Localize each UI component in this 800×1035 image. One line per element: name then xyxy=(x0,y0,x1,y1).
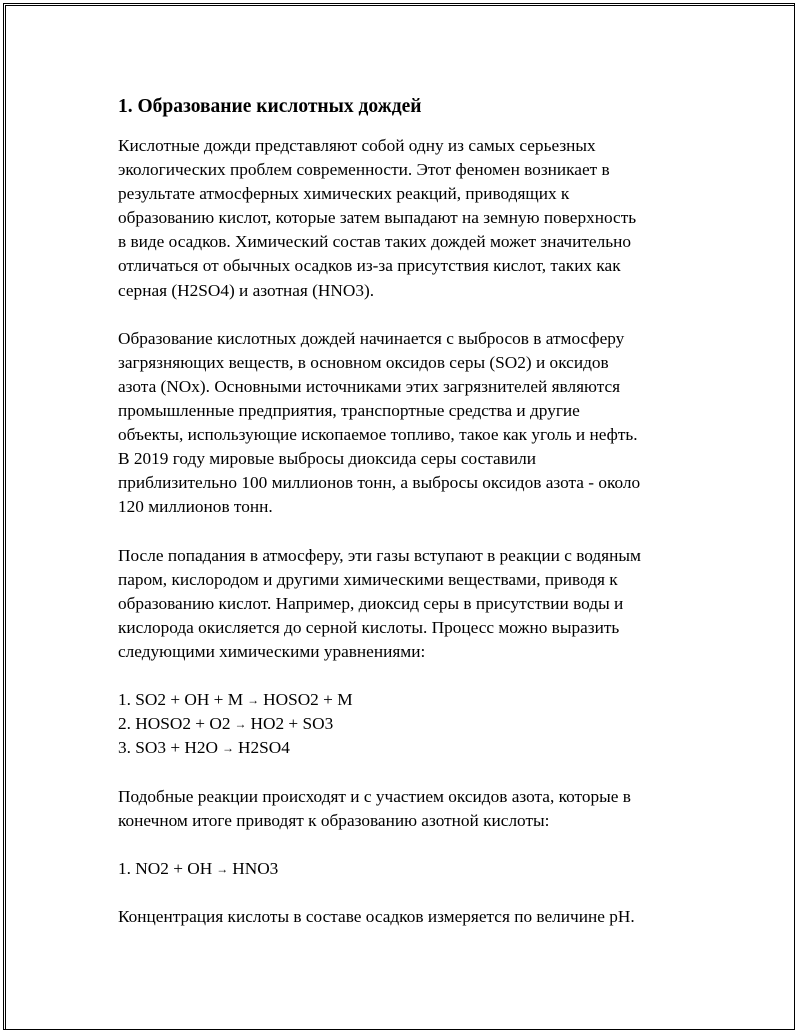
arrow-icon: → xyxy=(247,693,260,708)
text-line: объекты, использующие ископаемое топливо, такое как уголь и нефть. xyxy=(118,425,638,445)
equation-rhs: HNO3 xyxy=(232,858,279,878)
paragraph-ph xyxy=(118,905,698,929)
equation-line xyxy=(118,857,698,881)
equation-list-nitrogen xyxy=(118,857,698,881)
paragraph-sources xyxy=(118,327,698,520)
document-body xyxy=(118,93,698,929)
text-line: загрязняющих веществ, в основном оксидов серы (SO2) и оксидов xyxy=(118,352,609,372)
section-heading: 1. Образование кислотных дождей xyxy=(118,96,422,117)
text-line: в виде осадков. Химический состав таких дождей может значительно xyxy=(118,232,631,252)
text-line: приблизительно 100 миллионов тонн, а выбросы оксидов азота - около xyxy=(118,473,641,493)
equation-rhs: H2SO4 xyxy=(238,738,290,758)
arrow-icon: → xyxy=(216,861,229,876)
paragraph-gap xyxy=(118,303,698,327)
text-line: Подобные реакции происходят и с участием оксидов азота, которые в xyxy=(118,786,631,806)
text-line: кислорода окисляется до серной кислоты. Процесс можно выразить xyxy=(118,617,620,637)
text-line: серная (H2SO4) и азотная (HNO3). xyxy=(118,280,375,300)
text-line: паром, кислородом и другими химическими веществами, приводя к xyxy=(118,569,618,589)
equation-lhs: 1. SO2 + OH + M xyxy=(118,690,244,710)
paragraph-gap xyxy=(118,664,698,688)
text-line: Образование кислотных дождей начинается с выбросов в атмосферу xyxy=(118,328,625,348)
text-line: экологических проблем современности. Этот феномен возникает в xyxy=(118,160,610,180)
equation-lhs: 1. NO2 + OH xyxy=(118,858,213,878)
paragraph-intro xyxy=(118,134,698,303)
text-line: 120 миллионов тонн. xyxy=(118,497,273,517)
equation-rhs: HOSO2 + M xyxy=(263,690,353,710)
arrow-icon: → xyxy=(234,717,247,732)
text-line: промышленные предприятия, транспортные средства и другие xyxy=(118,401,580,421)
text-line: Кислотные дожди представляют собой одну из самых серьезных xyxy=(118,136,596,155)
text-line: образованию кислот, которые затем выпадают на земную поверхность xyxy=(118,208,637,228)
equation-lhs: 3. SO3 + H2O xyxy=(118,738,219,758)
paragraph-nitrogen xyxy=(118,785,698,833)
text-line: В 2019 году мировые выбросы диоксида серы составили xyxy=(118,449,536,469)
text-line: Концентрация кислоты в составе осадков измеряется по величине pH. xyxy=(118,907,635,926)
paragraph-gap xyxy=(118,760,698,784)
text-line: образованию кислот. Например, диоксид серы в присутствии воды и xyxy=(118,593,624,613)
equation-line xyxy=(118,736,698,760)
text-line: отличаться от обычных осадков из-за присутствия кислот, таких как xyxy=(118,256,621,276)
equation-rhs: HO2 + SO3 xyxy=(250,714,334,734)
equation-lhs: 2. HOSO2 + O2 xyxy=(118,714,231,734)
equation-line xyxy=(118,712,698,736)
text-line: конечном итоге приводят к образованию азотной кислоты: xyxy=(118,810,550,830)
text-line: результате атмосферных химических реакций, приводящих к xyxy=(118,184,570,204)
equation-list-sulfur xyxy=(118,688,698,760)
paragraph-gap xyxy=(118,520,698,544)
paragraph-reactions xyxy=(118,544,698,664)
paragraph-gap xyxy=(118,881,698,905)
text-line: азота (NOx). Основными источниками этих загрязнителей являются xyxy=(118,376,621,396)
equation-line xyxy=(118,688,698,712)
paragraph-gap xyxy=(118,833,698,857)
text-line: После попадания в атмосферу, эти газы вступают в реакции с водяным xyxy=(118,545,641,565)
text-line: следующими химическими уравнениями: xyxy=(118,641,426,661)
arrow-icon: → xyxy=(222,741,235,756)
